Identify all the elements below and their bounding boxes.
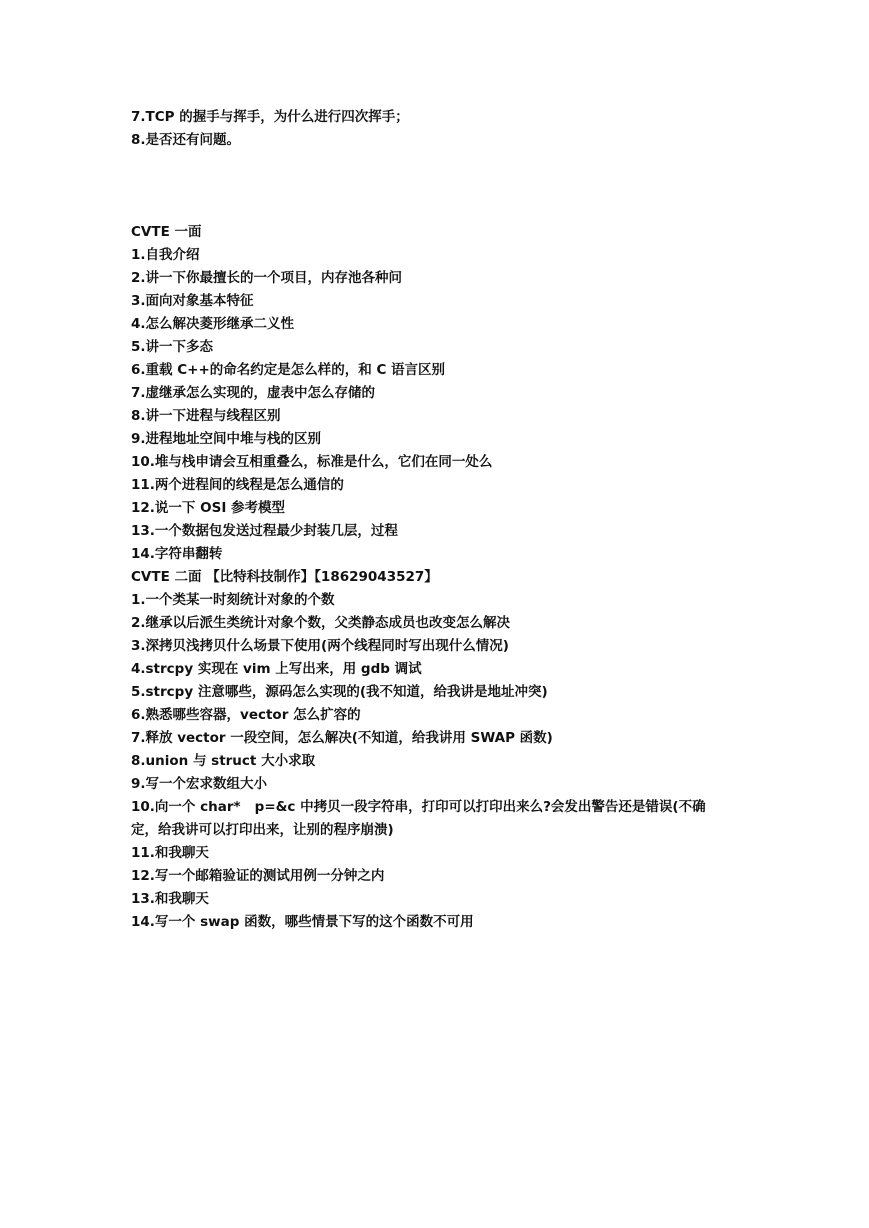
second-interview-item: 14.写一个 swap 函数，哪些情景下写的这个函数不可用 bbox=[131, 914, 474, 930]
first-interview-item: 7.虚继承怎么实现的，虚表中怎么存储的 bbox=[131, 385, 376, 401]
first-interview-item: 1.自我介绍 bbox=[131, 247, 200, 263]
first-interview-item: 4.怎么解决菱形继承二义性 bbox=[131, 316, 295, 332]
first-interview-item: 11.两个进程间的线程是怎么通信的 bbox=[131, 477, 344, 493]
second-interview-title: CVTE 二面 【比特科技制作】【18629043527】 bbox=[131, 569, 438, 585]
second-interview-item: 11.和我聊天 bbox=[131, 845, 209, 861]
second-interview-item: 5.strcpy 注意哪些，源码怎么实现的(我不知道，给我讲是地址冲突) bbox=[131, 684, 548, 700]
second-interview-item: 12.写一个邮箱验证的测试用例一分钟之内 bbox=[131, 868, 385, 884]
second-interview-item-continuation: 定，给我讲可以打印出来，让别的程序崩溃) bbox=[131, 822, 394, 838]
second-interview-item: 1.一个类某一时刻统计对象的个数 bbox=[131, 592, 335, 608]
section-spacer bbox=[131, 152, 751, 221]
second-interview-item: 2.继承以后派生类统计对象个数，父类静态成员也改变怎么解决 bbox=[131, 615, 511, 631]
second-interview-item: 4.strcpy 实现在 vim 上写出来，用 gdb 调试 bbox=[131, 661, 422, 677]
second-interview-item: 3.深拷贝浅拷贝什么场景下使用(两个线程同时写出现什么情况) bbox=[131, 638, 509, 654]
first-interview-item: 10.堆与栈申请会互相重叠么，标准是什么，它们在同一处么 bbox=[131, 454, 493, 470]
document-body bbox=[131, 106, 751, 934]
top-line: 7.TCP 的握手与挥手，为什么进行四次挥手； bbox=[131, 109, 409, 125]
first-interview-title: CVTE 一面 bbox=[131, 224, 202, 240]
first-interview-item: 2.讲一下你最擅长的一个项目，内存池各种问 bbox=[131, 270, 403, 286]
second-interview-item: 10.向一个 char* p=&c 中拷贝一段字符串，打印可以打印出来么?会发出警告还是错误(不确 bbox=[131, 799, 706, 815]
second-interview-item: 9.写一个宏求数组大小 bbox=[131, 776, 268, 792]
second-interview-item: 7.释放 vector 一段空间，怎么解决(不知道，给我讲用 SWAP 函数) bbox=[131, 730, 553, 746]
top-line: 8.是否还有问题。 bbox=[131, 132, 241, 148]
first-interview-item: 6.重载 C++的命名约定是怎么样的，和 C 语言区别 bbox=[131, 362, 446, 378]
first-interview-item: 9.进程地址空间中堆与栈的区别 bbox=[131, 431, 322, 447]
first-interview-item: 3.面向对象基本特征 bbox=[131, 293, 254, 309]
first-interview-item: 8.讲一下进程与线程区别 bbox=[131, 408, 281, 424]
first-interview-item: 12.说一下 OSI 参考模型 bbox=[131, 500, 286, 516]
first-interview-item: 14.字符串翻转 bbox=[131, 546, 223, 562]
first-interview-item: 5.讲一下多态 bbox=[131, 339, 214, 355]
second-interview-item: 6.熟悉哪些容器，vector 怎么扩容的 bbox=[131, 707, 361, 723]
first-interview-item: 13.一个数据包发送过程最少封装几层，过程 bbox=[131, 523, 398, 539]
second-interview-item: 13.和我聊天 bbox=[131, 891, 209, 907]
second-interview-item: 8.union 与 struct 大小求取 bbox=[131, 753, 316, 769]
